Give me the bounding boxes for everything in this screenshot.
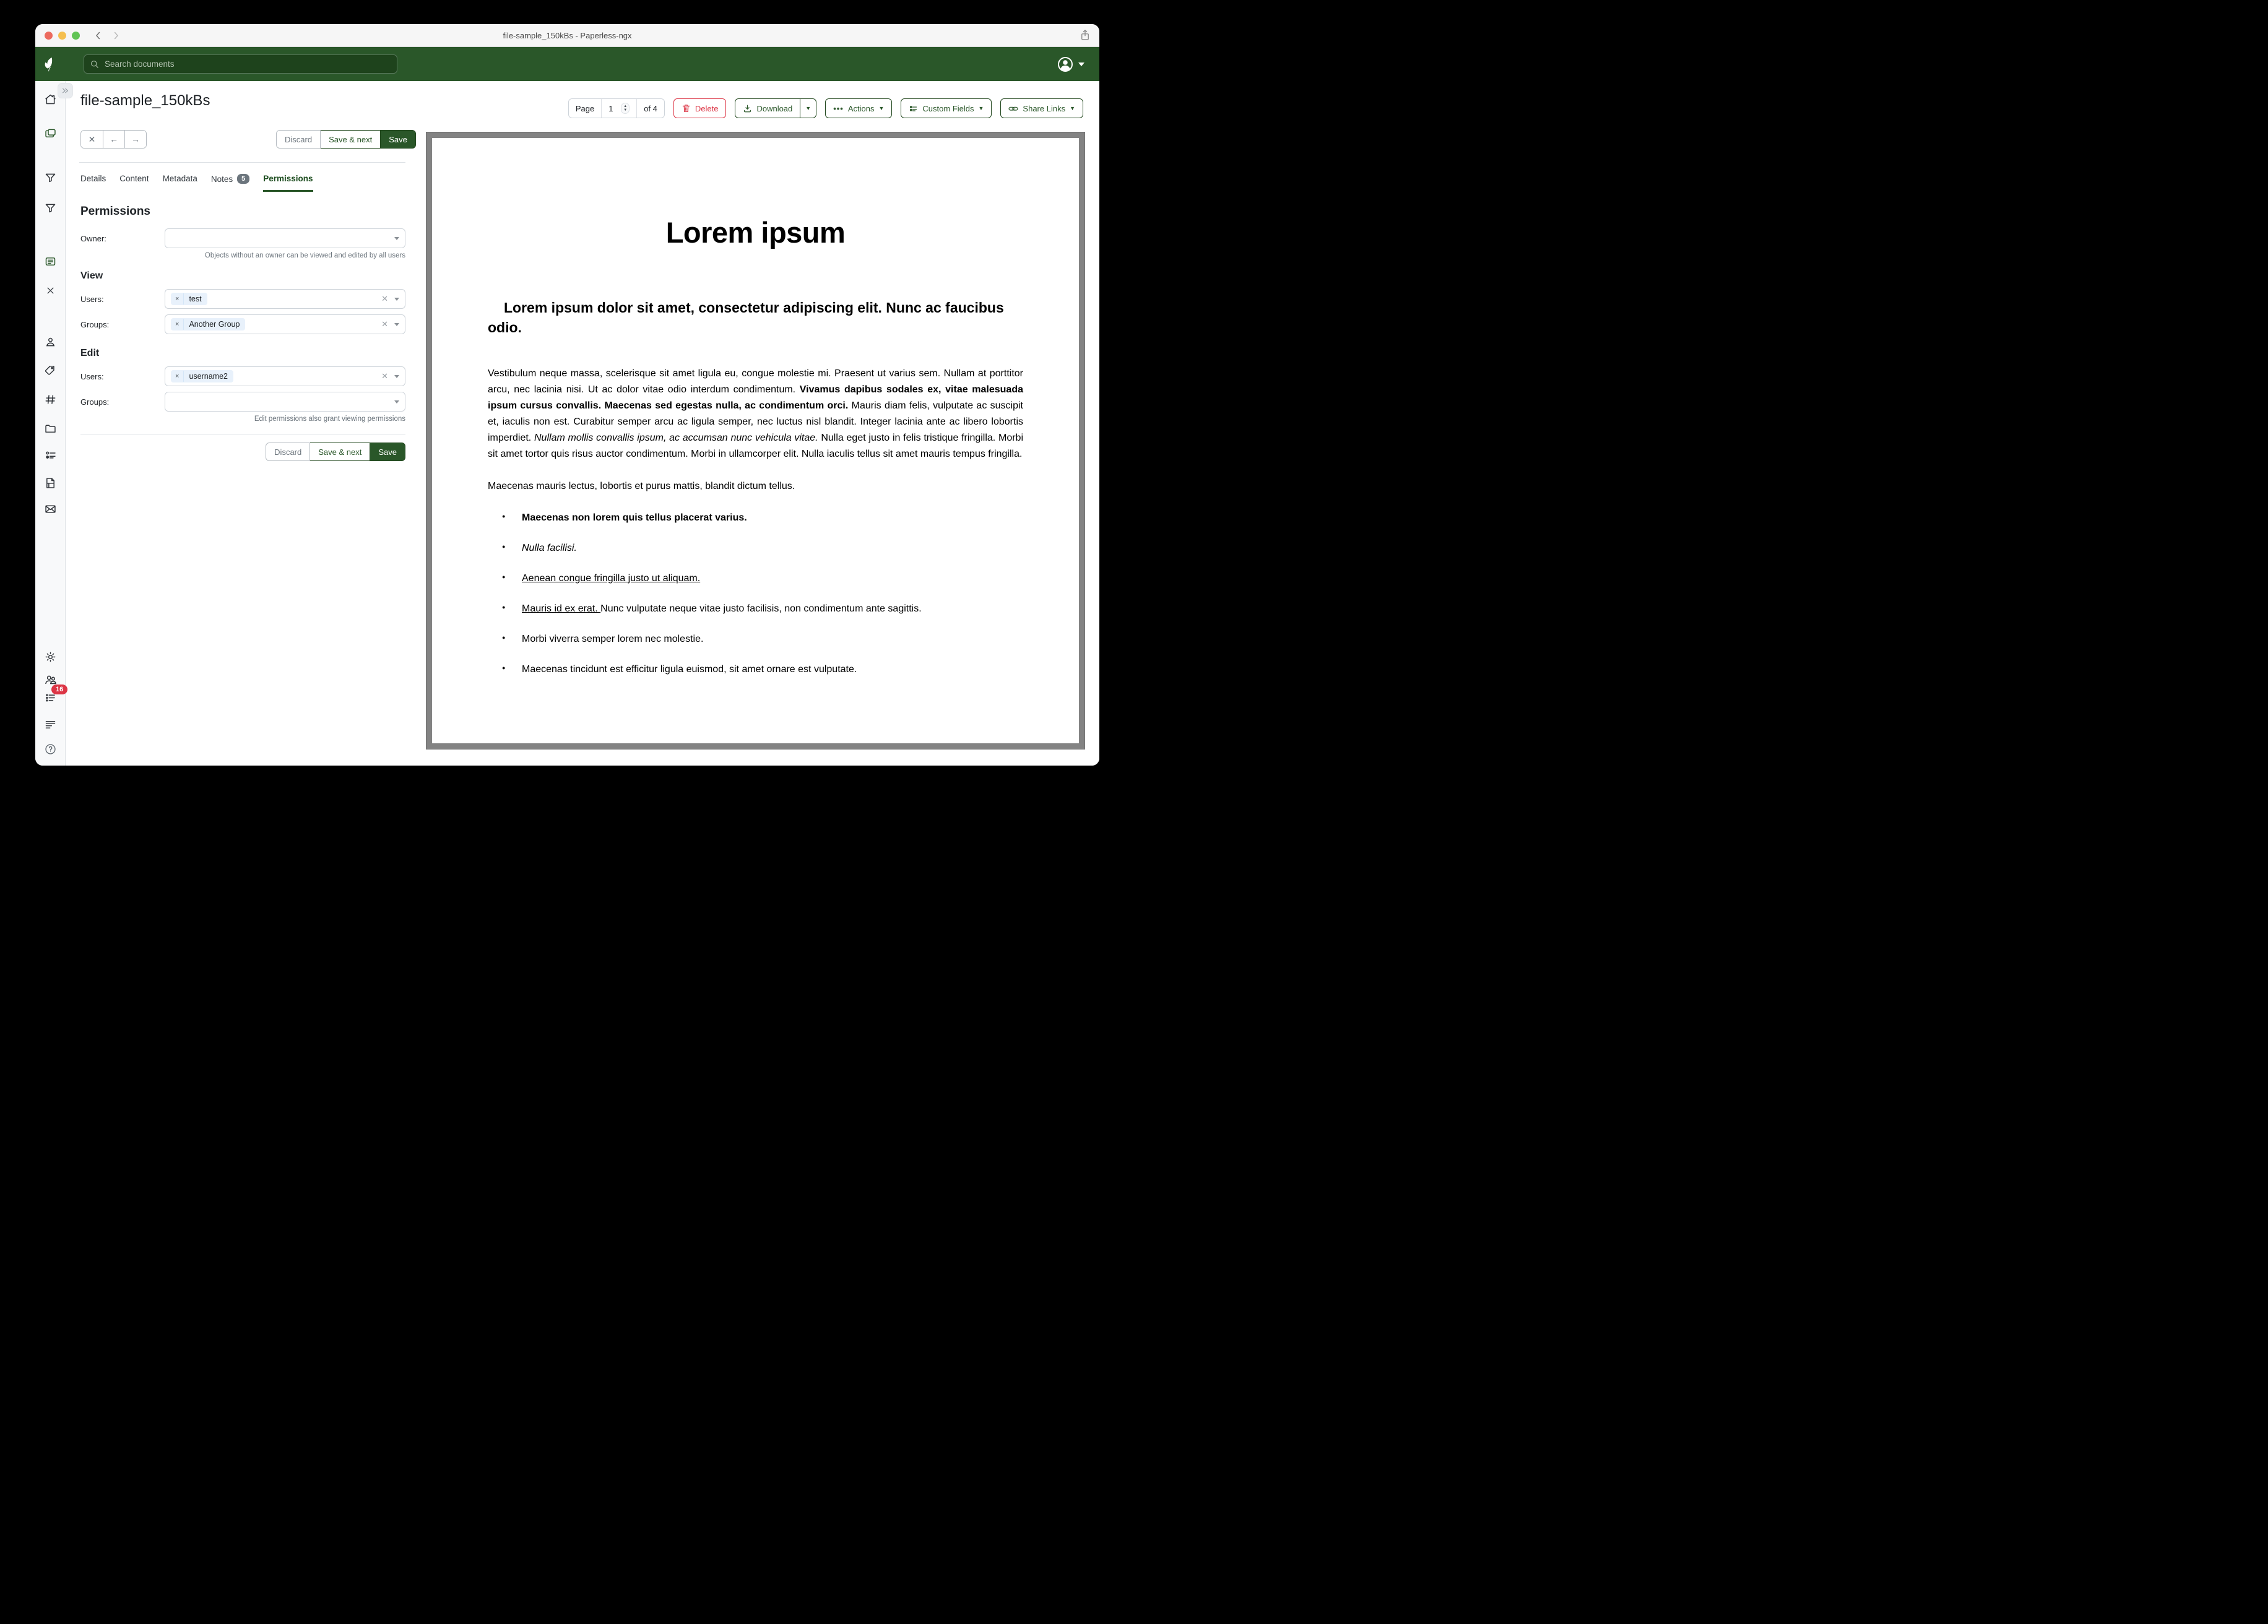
- selected-chip: × Another Group: [171, 318, 245, 330]
- caret-down-icon: [394, 375, 399, 378]
- view-users-select[interactable]: [165, 289, 405, 309]
- storage-paths-icon[interactable]: [35, 422, 66, 435]
- link-icon: [1008, 105, 1018, 113]
- saved-view-filter-icon-2[interactable]: [35, 202, 66, 215]
- download-icon: [743, 104, 752, 113]
- caret-down-icon: ▼: [805, 105, 812, 111]
- settings-icon[interactable]: [35, 650, 66, 663]
- document-toolbar: [568, 98, 1083, 118]
- app-window: [35, 24, 1099, 766]
- pdf-page: [432, 215, 1079, 677]
- tasks-count-badge: 16: [51, 685, 67, 694]
- workflows-icon[interactable]: [35, 477, 66, 490]
- save-button[interactable]: Save: [370, 443, 405, 461]
- close-window-button[interactable]: [45, 32, 53, 40]
- view-heading: View: [80, 270, 103, 281]
- caret-down-icon: [394, 298, 399, 301]
- share-links-button[interactable]: Share Links ▼: [1000, 98, 1083, 118]
- actions-button[interactable]: ••• Actions ▼: [825, 98, 892, 118]
- list-item: ● Nulla facilisi.: [522, 541, 1023, 556]
- selected-chip: × test: [171, 293, 207, 305]
- tags-icon[interactable]: [35, 363, 66, 376]
- ellipsis-icon: •••: [833, 103, 844, 113]
- custom-fields-icon[interactable]: [35, 449, 66, 462]
- close-document-button[interactable]: ✕: [81, 131, 103, 148]
- owner-label: Owner:: [80, 233, 106, 243]
- page-total-label: of 4: [636, 99, 664, 118]
- remove-chip-icon[interactable]: ×: [171, 293, 184, 304]
- caret-down-icon: [394, 400, 399, 404]
- document-preview-pane[interactable]: [426, 132, 1084, 749]
- view-users-label: Users:: [80, 294, 104, 304]
- page-label: Page: [575, 103, 595, 113]
- page-navigation: [568, 98, 665, 118]
- document-tabs: [80, 174, 313, 192]
- caret-down-icon: ▼: [978, 105, 984, 111]
- list-item: ● Mauris id ex erat. Nunc vulputate neque vitae justo facilisis, non condimentum ante sagittis.: [522, 602, 1023, 616]
- save-and-next-button[interactable]: Save & next: [310, 443, 370, 461]
- permissions-heading: Permissions: [80, 205, 150, 218]
- page-stepper[interactable]: ▲ ▼: [621, 103, 630, 114]
- view-groups-label: Groups:: [80, 319, 110, 329]
- user-menu[interactable]: [1056, 55, 1084, 74]
- app-header: [35, 47, 1099, 81]
- caret-down-icon: [394, 237, 399, 240]
- traffic-lights: [45, 32, 80, 40]
- clear-select-icon[interactable]: ✕: [381, 294, 388, 303]
- app-body: [35, 81, 1099, 766]
- download-split-button: [735, 98, 816, 118]
- remove-chip-icon[interactable]: ×: [171, 371, 184, 382]
- download-button[interactable]: Download: [735, 98, 800, 118]
- save-and-next-button[interactable]: Save & next: [321, 130, 381, 149]
- previous-document-button[interactable]: ←: [103, 131, 124, 148]
- tab-content[interactable]: Content: [119, 174, 149, 183]
- search-input[interactable]: [103, 59, 391, 69]
- next-document-button[interactable]: →: [124, 131, 146, 148]
- edit-users-select[interactable]: [165, 366, 405, 386]
- clear-select-icon[interactable]: ✕: [381, 319, 388, 329]
- pdf-subheading: Lorem ipsum dolor sit amet, consectetur adipiscing elit. Nunc ac faucibus odio.: [488, 300, 1004, 336]
- clear-select-icon[interactable]: ✕: [381, 371, 388, 381]
- zoom-window-button[interactable]: [72, 32, 80, 40]
- edit-users-label: Users:: [80, 371, 104, 381]
- edit-groups-select[interactable]: [165, 392, 405, 412]
- edit-hint: Edit permissions also grant viewing permissions: [254, 415, 405, 423]
- document-nav-group: [80, 130, 147, 149]
- custom-fields-icon: [909, 104, 918, 113]
- forward-icon[interactable]: [111, 31, 121, 40]
- delete-button[interactable]: Delete: [673, 98, 727, 118]
- save-group-bottom: [266, 443, 405, 461]
- list-item: ● Maecenas tincidunt est efficitur ligula euismod, sit amet ornare est vulputate.: [522, 662, 1023, 677]
- save-button[interactable]: Save: [381, 130, 416, 149]
- screen: [0, 0, 1134, 812]
- tab-notes[interactable]: Notes 5: [211, 174, 249, 191]
- pdf-heading: Lorem ipsum: [665, 216, 846, 249]
- pdf-paragraph: Vestibulum neque massa, scelerisque sit amet ligula eu, congue molestie mi. Praesent ut varius sem. Nullam at porttitor arcu, nec lacinia nisi. Ut ac dolor vitae odio interdum condimentum. Vivamus dapibus sodales ex, vitae malesuada ipsum cursus convallis. Maecenas sed egestas nulla, ac condimentum orci. Mauris diam felis, vulputate ac suscipit et, iaculis non est. Curabitur semper arcu ac ligula semper, nec luctus nisl blandit. Integer lacinia ante ac libero lobortis imperdiet. Nullam mollis convallis ipsum, ac accumsan nunc vehicula vitae. Nulla eget justo in felis tristique fringilla. Morbi sit amet tortor quis risus auctor condimentum. Morbi in ullamcorper elit. Nulla iaculis tellus sit amet mauris tempus fringilla.: [488, 368, 1024, 459]
- notes-count-badge: 5: [237, 174, 249, 184]
- save-group-top: [276, 130, 416, 149]
- tab-details[interactable]: Details: [80, 174, 106, 183]
- remove-chip-icon[interactable]: ×: [171, 319, 184, 330]
- permissions-form: [80, 202, 405, 461]
- documents-icon[interactable]: [35, 127, 66, 140]
- caret-down-icon: [394, 323, 399, 326]
- back-icon[interactable]: [93, 31, 103, 40]
- owner-hint: Objects without an owner can be viewed and edited by all users: [204, 252, 405, 259]
- titlebar: [35, 24, 1099, 47]
- pdf-paragraph: Maecenas mauris lectus, lobortis et purus mattis, blandit dictum tellus.: [488, 480, 795, 491]
- paperless-logo-icon: [42, 56, 59, 73]
- share-icon[interactable]: [1080, 29, 1091, 41]
- view-groups-select[interactable]: [165, 314, 405, 334]
- mail-icon[interactable]: [35, 503, 66, 516]
- tasks-icon[interactable]: [35, 686, 66, 704]
- list-item: ● Morbi viverra semper lorem nec molestie.: [522, 632, 1023, 647]
- saved-view-filter-icon[interactable]: [35, 171, 66, 184]
- user-avatar-icon: [1056, 55, 1075, 74]
- caret-down-icon: ▼: [1070, 105, 1075, 111]
- caret-down-icon: ▼: [878, 105, 885, 111]
- close-all-documents-icon[interactable]: [35, 285, 66, 296]
- document-types-icon[interactable]: [35, 393, 66, 406]
- logs-icon[interactable]: [35, 718, 66, 731]
- window-title: file-sample_150kBs - Paperless-ngx: [503, 30, 632, 40]
- selected-chip: × username2: [171, 370, 233, 382]
- list-item: ● Aenean congue fringilla justo ut aliquam.: [522, 571, 1023, 586]
- documentation-icon[interactable]: [35, 743, 66, 756]
- open-document-icon[interactable]: [35, 255, 66, 268]
- tab-permissions[interactable]: Permissions: [263, 174, 313, 192]
- divider: [79, 162, 405, 163]
- list-item: ● Maecenas non lorem quis tellus placerat varius.: [522, 511, 1023, 525]
- custom-fields-button[interactable]: Custom Fields ▼: [901, 98, 992, 118]
- caret-down-icon: [1078, 63, 1084, 66]
- edit-groups-label: Groups:: [80, 397, 110, 407]
- main-panel: [66, 81, 1099, 766]
- trash-icon: [682, 103, 691, 113]
- correspondents-icon[interactable]: [35, 335, 66, 348]
- edit-heading: Edit: [80, 348, 100, 358]
- search-icon: [90, 59, 99, 69]
- pdf-bullet-list: [488, 511, 1023, 677]
- search-bar: [84, 54, 397, 74]
- discard-button[interactable]: Discard: [276, 130, 321, 149]
- discard-button[interactable]: Discard: [266, 443, 310, 461]
- minimize-window-button[interactable]: [58, 32, 66, 40]
- sidebar-expand-button[interactable]: [58, 83, 73, 98]
- tab-metadata[interactable]: Metadata: [162, 174, 197, 183]
- document-title: file-sample_150kBs: [80, 92, 210, 109]
- owner-select[interactable]: [165, 228, 405, 248]
- download-options-button[interactable]: [800, 98, 816, 118]
- page-number-input[interactable]: [608, 104, 618, 113]
- sidebar: [35, 81, 66, 766]
